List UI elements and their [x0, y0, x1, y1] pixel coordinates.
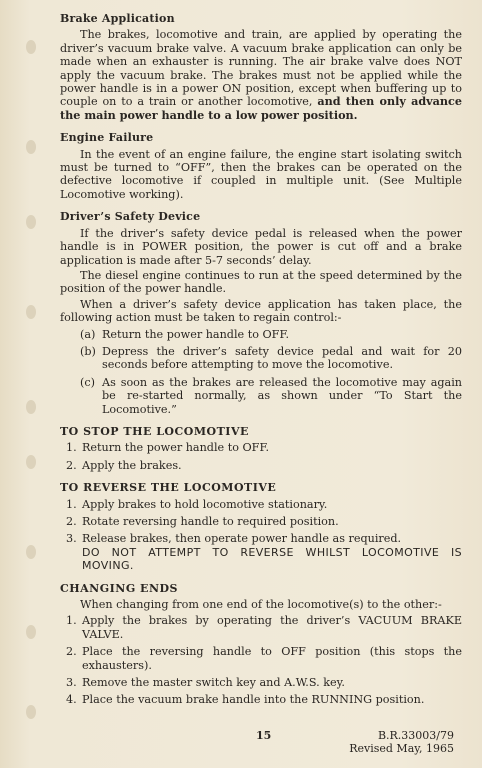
- heading-reverse: TO REVERSE THE LOCOMOTIVE: [60, 481, 277, 495]
- brake-text: The brakes, locomotive and train, are applied by operating the driver’s vacuum brake valve. A vacuum brake application can only be made when an exhauster is running. The air brake valve does NOT apply the vacuum brake. The brakes must not be applied while the power handle is in a power ON position, except when buffering up to couple on to a train or another locomotive,: [60, 28, 462, 109]
- reverse-list: [60, 498, 462, 573]
- list-text: Place the reversing handle to OFF position (this stops the exhausters).: [82, 645, 462, 672]
- list-item: [60, 515, 462, 528]
- ends-list: [60, 614, 462, 706]
- binder-hole: [26, 400, 36, 414]
- list-item: [60, 345, 462, 372]
- section-engine-failure: [60, 131, 462, 201]
- list-marker: 3.: [66, 676, 77, 690]
- heading-stop: TO STOP THE LOCOMOTIVE: [60, 424, 249, 438]
- list-marker: (a): [80, 327, 96, 341]
- heading-safety-device: Driver’s Safety Device: [60, 210, 201, 224]
- revision-date: Revised May, 1965: [349, 742, 454, 755]
- list-marker: 1.: [66, 441, 77, 455]
- safety-paragraph-1: If the driver’s safety device pedal is released when the power handle is in POWER position, the power is cut off and a brake application is made after 5-7 seconds’ delay.: [60, 226, 462, 267]
- list-marker: (c): [80, 375, 95, 389]
- list-text: Rotate reversing handle to required position.: [82, 515, 339, 528]
- section-changing-ends: [60, 582, 462, 707]
- safety-paragraph-2: The diesel engine continues to run at the speed determined by the position of the power handle.: [60, 268, 462, 296]
- stop-list: [60, 441, 462, 472]
- list-text: Release brakes, then operate power handle as required.: [82, 532, 402, 546]
- binder-hole: [26, 455, 36, 469]
- list-marker: 2.: [66, 515, 77, 528]
- list-text: Return the power handle to OFF.: [82, 441, 270, 455]
- ends-intro: When changing from one end of the locomotive(s) to the other:-: [80, 598, 442, 612]
- list-text: Apply brakes to hold locomotive stationary.: [82, 497, 328, 511]
- binder-hole: [26, 625, 36, 639]
- binder-hole: [26, 40, 36, 54]
- section-stop: [60, 425, 462, 472]
- page-footer: [60, 729, 462, 759]
- reverse-warning: DO NOT ATTEMPT TO REVERSE WHILST LOCOMOTIVE IS MOVING.: [82, 545, 462, 573]
- safety-actions-list: [60, 328, 462, 416]
- reference-number: B.R.33003/79: [377, 729, 454, 742]
- list-item: [60, 498, 462, 511]
- list-item: [60, 645, 462, 672]
- list-item: [60, 532, 462, 572]
- page-number: 15: [256, 729, 272, 742]
- engine-paragraph: In the event of an engine failure, the engine start isolating switch must be turned to “OFF”, then the brakes can be operated on the defective locomotive if coupled in multiple unit. (See Multiple Locomotive working).: [60, 147, 462, 201]
- list-text: Place the vacuum brake handle into the RUNNING position.: [82, 693, 425, 707]
- list-text: Remove the master switch key and A.W.S. key.: [82, 676, 345, 690]
- binder-hole: [26, 140, 36, 154]
- list-marker: (b): [80, 344, 96, 358]
- list-text: Return the power handle to OFF.: [102, 327, 290, 341]
- heading-engine-failure: Engine Failure: [60, 131, 154, 145]
- list-text: As soon as the brakes are released the locomotive may again be re-started normally, as shown under “To Start the Locomotive.”: [102, 375, 462, 416]
- list-marker: 3.: [66, 532, 77, 546]
- binder-hole: [26, 545, 36, 559]
- document-reference: [349, 729, 454, 755]
- list-item: [60, 328, 462, 341]
- list-marker: 2.: [66, 458, 77, 472]
- section-brake-application: [60, 12, 462, 122]
- list-item: [60, 459, 462, 472]
- safety-paragraph-3: When a driver’s safety device application has taken place, the following action must be taken to regain control:-: [60, 297, 462, 325]
- list-text: Apply the brakes by operating the driver’s VACUUM BRAKE VALVE.: [82, 614, 462, 641]
- binder-holes: [0, 0, 40, 768]
- list-marker: 4.: [66, 693, 77, 707]
- section-reverse: [60, 481, 462, 572]
- list-item: [60, 676, 462, 689]
- list-item: [60, 614, 462, 641]
- list-text: Apply the brakes.: [82, 458, 182, 472]
- document-body: [60, 12, 462, 716]
- list-item: [60, 693, 462, 706]
- binder-hole: [26, 215, 36, 229]
- list-text: Depress the driver’s safety device pedal and wait for 20 seconds before attempting to move the locomotive.: [102, 344, 462, 372]
- binder-hole: [26, 305, 36, 319]
- brake-text-bold: and then only advance the main power handle to a low power position.: [60, 94, 462, 122]
- list-item: [60, 441, 462, 454]
- list-item: [60, 376, 462, 416]
- heading-changing-ends: CHANGING ENDS: [60, 581, 178, 595]
- binder-hole: [26, 705, 36, 719]
- list-marker: 1.: [66, 614, 77, 628]
- heading-brake-application: Brake Application: [60, 12, 175, 25]
- brake-paragraph: [60, 28, 462, 122]
- section-safety-device: [60, 210, 462, 416]
- list-marker: 2.: [66, 645, 77, 659]
- list-marker: 1.: [66, 497, 77, 511]
